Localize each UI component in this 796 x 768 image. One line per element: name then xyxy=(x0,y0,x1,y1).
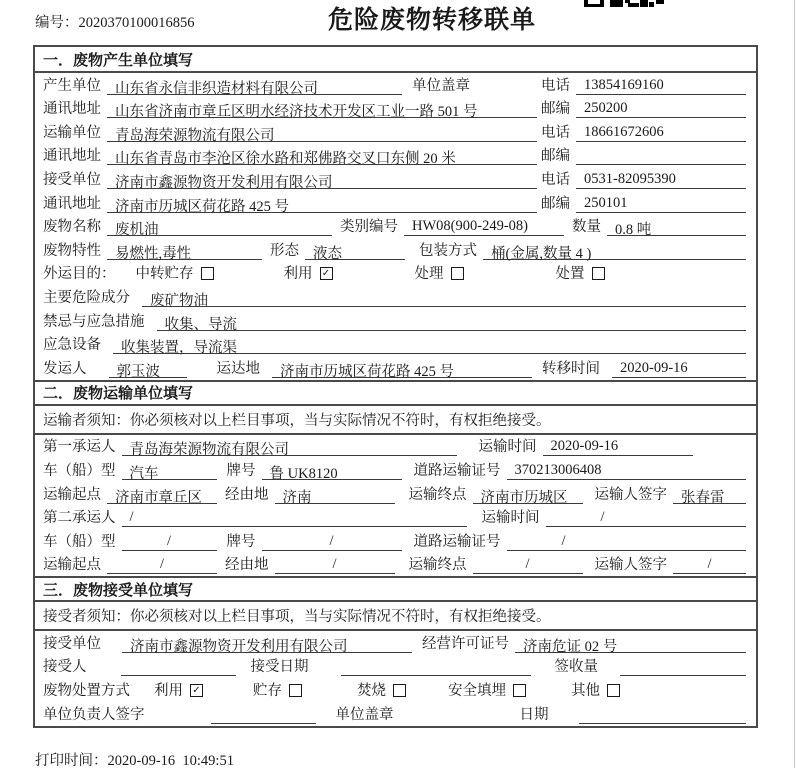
form-state-value: 液态 xyxy=(305,242,405,260)
receiving-unit-value: 济南市鑫源物资开发利用有限公司 xyxy=(122,635,412,653)
checkbox-utilize: ✓ xyxy=(320,267,333,280)
unit-seal-label: 单位盖章 xyxy=(335,706,394,723)
phone-label: 电话 xyxy=(541,77,570,94)
phone-label: 电话 xyxy=(541,171,570,188)
route-origin-label: 运输起点 xyxy=(43,557,101,574)
business-license-label: 经营许可证号 xyxy=(422,635,509,652)
vehicle-type-label: 车（船）型 xyxy=(43,462,116,479)
producer-unit-label: 产生单位 xyxy=(43,77,101,94)
checkbox-disposal-utilize: ✓ xyxy=(190,684,203,697)
checkbox-dispose xyxy=(592,267,605,280)
zip-value: 250200 xyxy=(576,100,746,118)
taboo-measures-value: 收集、导流 xyxy=(157,313,747,331)
form-state-label: 形态 xyxy=(270,242,299,259)
form-row-producer-address xyxy=(35,97,756,121)
form-row-receiving-unit xyxy=(35,631,756,655)
form-row-taboo-measures xyxy=(35,309,756,333)
category-code-value: HW08(900-249-08) xyxy=(404,218,564,236)
category-code-label: 类别编号 xyxy=(340,219,398,236)
via-value: 济南 xyxy=(275,486,395,504)
phone-value: 0531-82095390 xyxy=(576,171,746,189)
route-end-value: / xyxy=(473,556,583,574)
option-label: 安全填埋 xyxy=(448,683,506,700)
transfer-time-value: 2020-09-16 xyxy=(612,360,746,378)
received-quantity-label: 签收量 xyxy=(554,659,598,676)
vehicle-type-value: 汽车 xyxy=(122,462,217,480)
second-carrier-value: / xyxy=(122,509,467,527)
road-license-label: 道路运输证号 xyxy=(413,533,501,550)
receiving-unit-label: 接受单位 xyxy=(43,635,101,652)
option-label: 贮存 xyxy=(253,683,282,700)
receiver-notice: 接受者须知：你必须核对以上栏目事项，当与实际情况不符时，有权拒绝接受。 xyxy=(35,602,756,631)
checkbox-disposal-incinerate xyxy=(393,684,406,697)
disposal-method-label: 废物处置方式 xyxy=(43,683,130,700)
transfer-time-label: 转移时间 xyxy=(542,360,600,377)
receiver-unit-label: 接受单位 xyxy=(43,171,101,188)
form-row-hazard-component xyxy=(35,285,756,309)
route-origin-value: 济南市章丘区 xyxy=(107,486,217,504)
route-origin-label: 运输起点 xyxy=(43,486,101,503)
form-row-vehicle-1 xyxy=(35,458,756,482)
transporter-signature-label: 运输人签字 xyxy=(594,486,667,503)
disposal-option-incinerate xyxy=(357,679,406,700)
address-value: 山东省济南市章丘区明水经济技术开发区工业一路 501 号 xyxy=(107,100,537,118)
waste-character-value: 易燃性,毒性 xyxy=(107,242,262,260)
road-license-value: / xyxy=(507,533,747,551)
route-origin-value: / xyxy=(107,556,217,574)
option-label: 处理 xyxy=(414,266,444,283)
received-quantity-value xyxy=(620,658,746,676)
first-carrier-label: 第一承运人 xyxy=(43,439,116,456)
sender-value: 郭玉波 xyxy=(109,360,187,378)
transport-time-value: / xyxy=(546,509,747,527)
emergency-equipment-value: 收集装置，导流渠 xyxy=(113,336,746,354)
receive-date-label: 接受日期 xyxy=(250,659,309,676)
form-row-route-1 xyxy=(35,482,756,506)
receiver-person-value xyxy=(121,658,236,676)
disposal-option-other xyxy=(571,679,620,700)
checkbox-disposal-other xyxy=(607,684,620,697)
waste-name-label: 废物名称 xyxy=(43,219,101,236)
option-label: 处置 xyxy=(555,266,585,283)
emergency-equipment-label: 应急设备 xyxy=(43,337,101,354)
transporter-signature-value: / xyxy=(673,556,746,574)
producer-unit-value: 山东省永信非织造材料有限公司 xyxy=(107,77,402,95)
checkbox-disposal-storage xyxy=(289,684,302,697)
plate-label: 牌号 xyxy=(226,533,256,550)
waste-name-value: 废机油 xyxy=(107,218,332,236)
road-license-label: 道路运输证号 xyxy=(413,462,501,479)
purpose-option-utilize xyxy=(284,262,333,283)
form-row-dispatch xyxy=(35,356,756,380)
taboo-measures-label: 禁忌与应急措施 xyxy=(43,313,145,330)
form-row-receiver-address xyxy=(35,191,756,215)
phone-value: 13854169160 xyxy=(576,77,746,95)
destination-label: 运达地 xyxy=(216,360,260,377)
option-label: 利用 xyxy=(283,266,313,283)
address-label: 通讯地址 xyxy=(43,148,101,165)
sender-label: 发运人 xyxy=(43,360,87,377)
zip-label: 邮编 xyxy=(541,101,570,118)
phone-label: 电话 xyxy=(541,124,570,141)
transport-time-value: 2020-09-16 xyxy=(543,438,693,456)
checkbox-disposal-landfill xyxy=(513,684,526,697)
quantity-label: 数量 xyxy=(572,219,601,236)
purpose-option-treat xyxy=(415,262,464,283)
route-end-label: 运输终点 xyxy=(408,486,467,503)
serial-label: 编号： xyxy=(35,15,79,31)
checkbox-treat xyxy=(451,267,464,280)
serial-number xyxy=(35,11,195,32)
form-row-responsible-signature xyxy=(35,702,756,726)
packing-value: 桶(金属,数量 4 ) xyxy=(483,242,746,260)
destination-value: 济南市历城区荷花路 425 号 xyxy=(272,360,532,378)
business-license-value: 济南危证 02 号 xyxy=(515,635,746,653)
form-row-waste-name xyxy=(35,215,756,239)
transporter-unit-value: 青岛海荣源物流有限公司 xyxy=(107,124,537,142)
page-title: 危险废物转移联单 xyxy=(328,6,537,34)
receiver-person-label: 接受人 xyxy=(43,659,87,676)
quantity-value: 0.8 吨 xyxy=(607,218,746,236)
address-label: 通讯地址 xyxy=(43,101,101,118)
serial-value: 2020370100016856 xyxy=(78,15,195,31)
receiver-unit-value: 济南市鑫源物资开发利用有限公司 xyxy=(107,171,537,189)
purpose-option-transfer-storage xyxy=(136,262,214,283)
form-row-route-2 xyxy=(35,553,756,577)
vehicle-type-label: 车（船）型 xyxy=(43,533,116,550)
via-label: 经由地 xyxy=(225,557,269,574)
packing-label: 包装方式 xyxy=(419,242,477,259)
form-row-purpose xyxy=(35,262,756,286)
date-label: 日期 xyxy=(519,706,549,723)
phone-value: 18661672606 xyxy=(576,124,746,142)
zip-value xyxy=(576,147,746,165)
qr-code-icon xyxy=(584,0,664,7)
plate-value: 鲁 UK8120 xyxy=(262,462,402,480)
manifest-form xyxy=(33,45,758,728)
transporter-signature-label: 运输人签字 xyxy=(594,557,667,574)
form-row-second-carrier xyxy=(35,506,756,530)
route-end-value: 济南市历城区 xyxy=(473,486,583,504)
purpose-label: 外运目的： xyxy=(43,266,116,283)
second-carrier-label: 第二承运人 xyxy=(43,510,116,527)
form-row-receiving-person xyxy=(35,655,756,679)
hazard-component-label: 主要危险成分 xyxy=(43,289,130,306)
disposal-option-storage xyxy=(253,679,302,700)
zip-label: 邮编 xyxy=(541,195,570,212)
address-value: 济南市历城区荷花路 425 号 xyxy=(107,195,537,213)
plate-value: / xyxy=(262,533,402,551)
disposal-option-landfill xyxy=(448,679,526,700)
road-license-value: 370213006408 xyxy=(507,462,747,480)
plate-label: 牌号 xyxy=(226,462,256,479)
waste-character-label: 废物特性 xyxy=(43,242,101,259)
route-end-label: 运输终点 xyxy=(408,557,467,574)
section-3-header: 三．废物接受单位填写 xyxy=(35,576,756,602)
purpose-option-dispose xyxy=(556,262,605,283)
form-row-transporter xyxy=(35,120,756,144)
form-row-receiver xyxy=(35,167,756,191)
option-label: 中转贮存 xyxy=(135,266,194,283)
option-label: 利用 xyxy=(154,683,183,700)
form-row-transporter-address xyxy=(35,144,756,168)
zip-value: 250101 xyxy=(576,195,746,213)
via-value: / xyxy=(275,556,395,574)
form-row-vehicle-2 xyxy=(35,529,756,553)
responsible-signature-label: 单位负责人签字 xyxy=(43,706,145,723)
transporter-signature-value: 张春雷 xyxy=(673,486,746,504)
first-carrier-value: 青岛海荣源物流有限公司 xyxy=(122,438,457,456)
section-1-header: 一．废物产生单位填写 xyxy=(35,47,756,73)
checkbox-transfer-storage xyxy=(201,267,214,280)
page-edge-divider xyxy=(794,0,795,768)
option-label: 焚烧 xyxy=(357,683,386,700)
responsible-signature-value xyxy=(211,706,316,724)
transporter-unit-label: 运输单位 xyxy=(43,124,101,141)
option-label: 其他 xyxy=(571,683,600,700)
hazard-component-value: 废矿物油 xyxy=(142,289,746,307)
transport-time-label: 运输时间 xyxy=(478,439,537,456)
receive-date-value xyxy=(341,658,531,676)
transporter-notice: 运输者须知：你必须核对以上栏目事项，当与实际情况不符时，有权拒绝接受。 xyxy=(35,406,756,435)
address-label: 通讯地址 xyxy=(43,195,101,212)
date-value xyxy=(579,706,747,724)
via-label: 经由地 xyxy=(225,486,269,503)
print-time: 打印时间：2020-09-16 10:49:51 xyxy=(35,753,234,768)
form-row-disposal-method xyxy=(35,678,756,702)
form-row-first-carrier xyxy=(35,435,756,459)
form-row-producer xyxy=(35,73,756,97)
unit-seal-label: 单位盖章 xyxy=(412,77,470,94)
form-row-waste-character xyxy=(35,238,756,262)
form-row-emergency-equipment xyxy=(35,333,756,357)
disposal-option-utilize xyxy=(154,679,203,700)
vehicle-type-value: / xyxy=(122,533,217,551)
zip-label: 邮编 xyxy=(541,148,570,165)
transport-time-label: 运输时间 xyxy=(481,510,540,527)
address-value: 山东省青岛市李沧区徐水路和郑佛路交叉口东侧 20 米 xyxy=(107,147,537,165)
section-2-header: 二．废物运输单位填写 xyxy=(35,380,756,406)
